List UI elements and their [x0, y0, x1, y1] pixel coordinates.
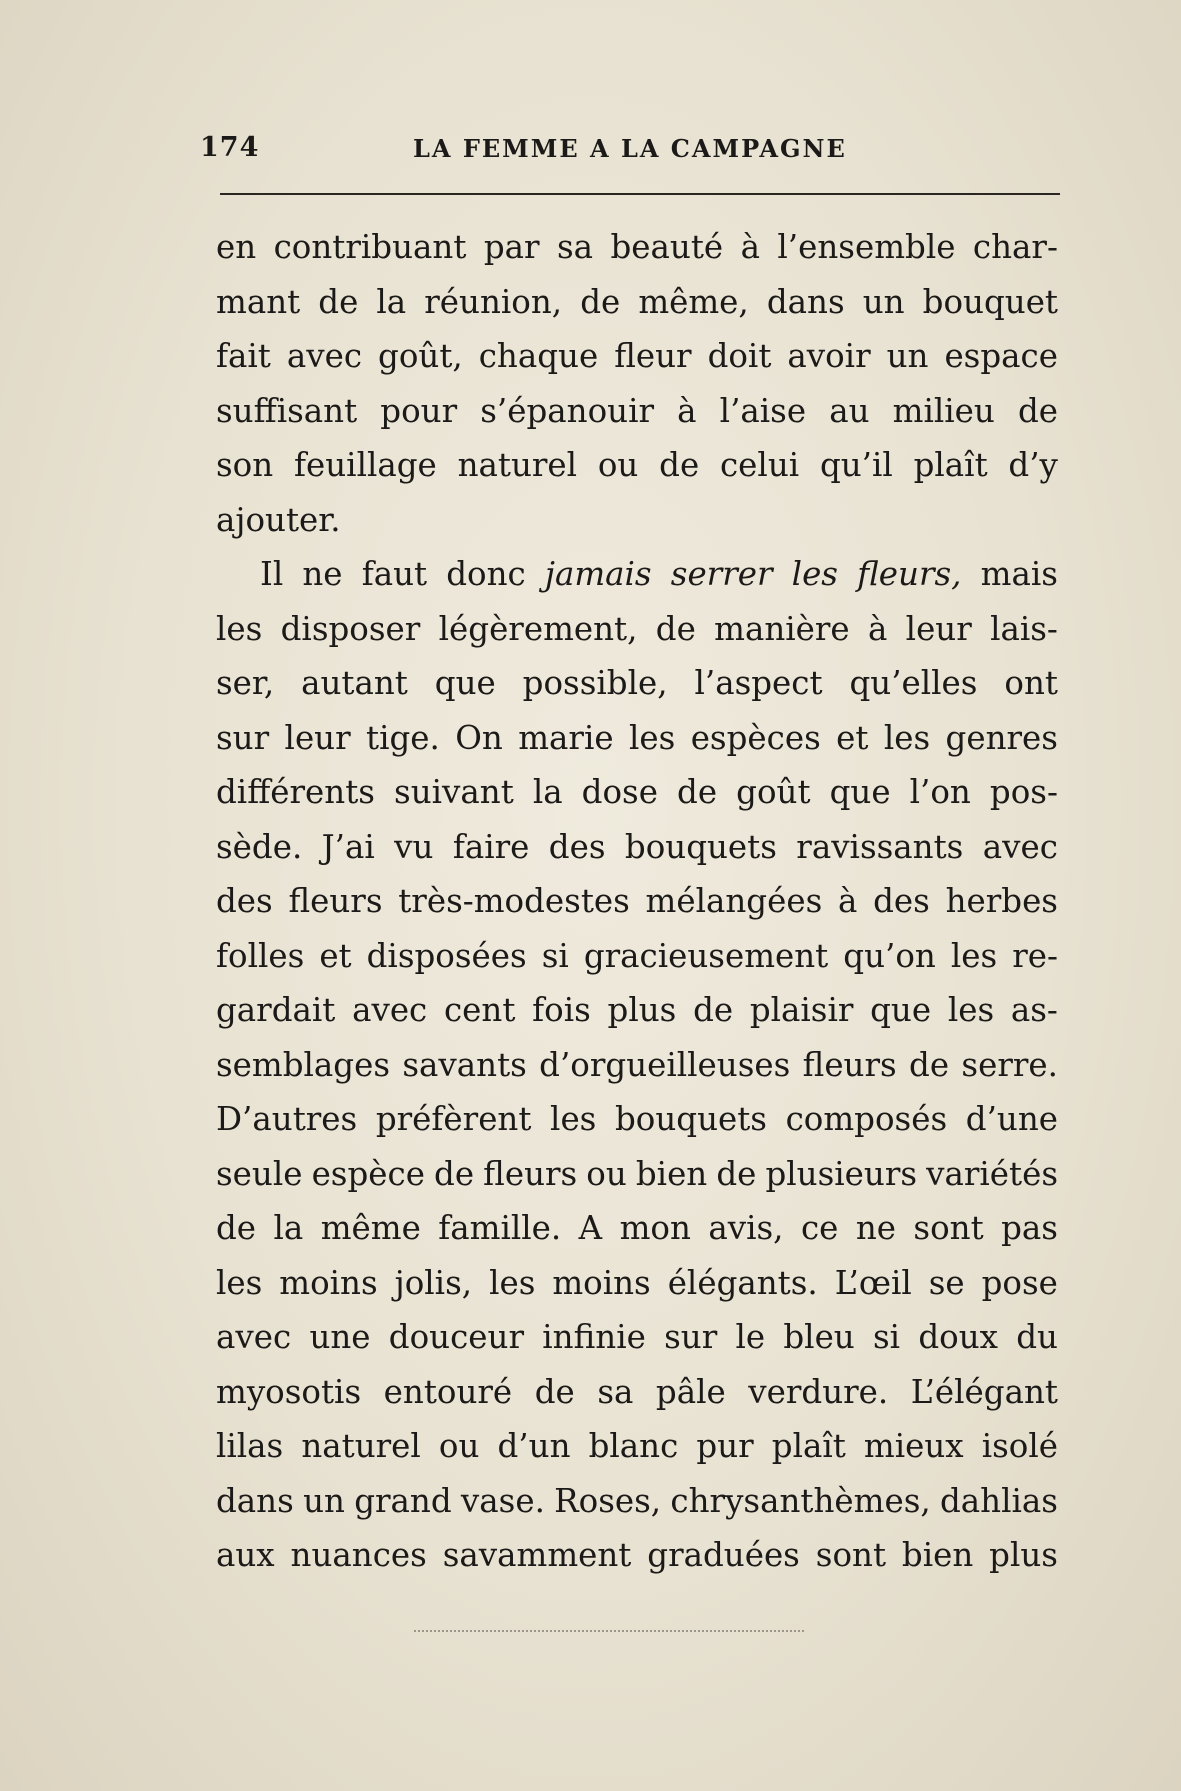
- word: d’orgueilleuses: [539, 1045, 791, 1084]
- word: semblages: [216, 1045, 391, 1084]
- word: la: [376, 282, 407, 321]
- word: aux: [216, 1536, 275, 1574]
- word: chaque: [478, 337, 599, 375]
- word: vase.: [460, 1481, 545, 1520]
- word: un: [886, 337, 929, 375]
- word: un: [862, 282, 905, 321]
- text-line: [216, 656, 1058, 711]
- word: les: [628, 718, 676, 757]
- word: de: [677, 773, 718, 811]
- word: des: [216, 882, 273, 920]
- word: espèces: [690, 718, 821, 757]
- word: de: [318, 282, 359, 321]
- word: variétés: [926, 1154, 1058, 1193]
- word: donc: [446, 555, 526, 593]
- text-line: [216, 1038, 1058, 1093]
- word: sède.: [216, 827, 303, 866]
- word: fleurs: [288, 882, 383, 920]
- word: leur: [284, 718, 351, 757]
- word: et: [836, 718, 869, 757]
- word: beauté: [610, 228, 724, 266]
- word: fleurs: [483, 1154, 578, 1193]
- word: jolis,: [394, 1263, 473, 1302]
- page-header: [200, 128, 1060, 168]
- word: mon: [619, 1209, 691, 1247]
- word: plusieurs: [765, 1154, 918, 1193]
- word: milieu: [892, 391, 995, 430]
- word: fois: [532, 991, 591, 1029]
- word: sa: [557, 228, 594, 266]
- word: les: [950, 936, 998, 975]
- word: pos-: [989, 773, 1058, 811]
- word: préfèrent: [375, 1100, 532, 1138]
- text-line: [216, 874, 1058, 929]
- word: moins: [279, 1263, 378, 1302]
- word: mais: [980, 555, 1058, 593]
- word: bien: [635, 1154, 708, 1193]
- word: plus: [989, 1536, 1058, 1574]
- text-line: [216, 1474, 1058, 1529]
- word: faire: [452, 827, 530, 866]
- text-line: [216, 1365, 1058, 1420]
- word: s’épanouir: [480, 391, 655, 430]
- word: as-: [1010, 991, 1058, 1029]
- word: herbes: [945, 882, 1058, 920]
- word: celui: [719, 446, 800, 484]
- word: élégants.: [667, 1263, 818, 1302]
- word: de: [434, 1154, 475, 1193]
- word: savamment: [442, 1536, 632, 1574]
- word: l’ensemble: [777, 228, 956, 266]
- word: douceur: [388, 1318, 525, 1356]
- word: les: [947, 991, 995, 1029]
- word: vu: [394, 827, 434, 866]
- word: dose: [581, 773, 658, 811]
- word: qu’il: [819, 446, 893, 484]
- word: composés: [785, 1100, 948, 1138]
- word: de: [534, 1372, 575, 1411]
- text-line: [216, 1419, 1058, 1474]
- word: différents: [216, 773, 375, 811]
- word: pâle: [655, 1372, 726, 1411]
- word: possible,: [522, 664, 668, 702]
- text-line: [216, 711, 1058, 766]
- word: très-modestes: [398, 882, 630, 920]
- word: chrysanthèmes,: [670, 1481, 931, 1520]
- italic-word: les: [791, 555, 838, 593]
- word: D’autres: [216, 1100, 358, 1138]
- text-line: [216, 1201, 1058, 1256]
- word: qu’on: [843, 936, 936, 975]
- word: l’aise: [719, 391, 807, 430]
- word: pose: [981, 1263, 1058, 1302]
- word: naturel: [301, 1427, 421, 1465]
- word: tige.: [366, 718, 440, 757]
- word: avec: [982, 827, 1058, 866]
- italic-word: fleurs,: [857, 555, 962, 593]
- text-line: [216, 275, 1058, 330]
- text-line: [216, 220, 1058, 275]
- word: entouré: [383, 1372, 513, 1411]
- text-line: [216, 820, 1058, 875]
- word: son: [216, 446, 274, 484]
- word: doit: [707, 337, 772, 375]
- word: fait: [216, 337, 271, 375]
- text-line: [216, 1092, 1058, 1147]
- word: suffisant: [216, 391, 358, 430]
- word: naturel: [457, 446, 578, 484]
- word: mieux: [863, 1427, 964, 1465]
- word: de: [909, 1045, 950, 1084]
- word: folles: [216, 936, 305, 975]
- word: faut: [361, 555, 428, 593]
- word: réunion,: [424, 282, 563, 321]
- word: même,: [638, 282, 749, 321]
- word: espèce: [311, 1154, 425, 1193]
- word: le: [735, 1318, 766, 1356]
- text-line: [216, 438, 1058, 493]
- word: myosotis: [216, 1372, 362, 1411]
- word: d’un: [497, 1427, 571, 1465]
- body-text: [216, 220, 1058, 1583]
- word: la: [273, 1209, 304, 1247]
- word: disposer: [280, 609, 421, 648]
- word: de: [659, 446, 700, 484]
- word: avoir: [787, 337, 871, 375]
- word: qu’elles: [849, 664, 978, 702]
- word: bien: [901, 1536, 974, 1574]
- word: contribuant: [273, 228, 467, 266]
- word: J’ai: [321, 827, 375, 866]
- word: avec: [352, 991, 428, 1029]
- word: bouquets: [624, 827, 777, 866]
- word: la: [532, 773, 563, 811]
- word: ont: [1004, 664, 1058, 702]
- word: pas: [1001, 1209, 1058, 1247]
- text-line: [216, 547, 1058, 602]
- text-line: [216, 765, 1058, 820]
- word: moins: [552, 1263, 651, 1302]
- word: se: [928, 1263, 965, 1302]
- word: les: [216, 609, 263, 648]
- word: légèrement,: [438, 609, 638, 648]
- word: On: [455, 718, 503, 757]
- word: infinie: [542, 1318, 646, 1356]
- word: goût,: [378, 337, 463, 375]
- word: l’on: [909, 773, 971, 811]
- word: genres: [945, 718, 1058, 757]
- running-title: LA FEMME A LA CAMPAGNE: [413, 134, 847, 163]
- word: de: [716, 1154, 757, 1193]
- word: l’aspect: [694, 664, 823, 702]
- text-line: [216, 493, 1058, 548]
- word: feuillage: [293, 446, 437, 484]
- word: de: [655, 609, 696, 648]
- word: sa: [597, 1372, 634, 1411]
- word: gardait: [216, 991, 336, 1029]
- text-line: [216, 329, 1058, 384]
- word: seule: [216, 1154, 303, 1193]
- text-line: [216, 602, 1058, 657]
- word: nuances: [290, 1536, 427, 1574]
- word: ce: [800, 1209, 839, 1247]
- word: marie: [518, 718, 614, 757]
- word: sont: [913, 1209, 984, 1247]
- word: gracieusement: [583, 936, 829, 975]
- word: plaît: [913, 446, 988, 484]
- text-line: [216, 1310, 1058, 1365]
- word: au: [829, 391, 870, 430]
- word: dans: [766, 282, 845, 321]
- word: si: [541, 936, 569, 975]
- word: autant: [301, 664, 408, 702]
- word: que: [870, 991, 932, 1029]
- word: avec: [216, 1318, 292, 1356]
- word: doux: [918, 1318, 998, 1356]
- word: à: [740, 228, 760, 266]
- word: un: [303, 1481, 345, 1520]
- word: les: [216, 1263, 263, 1302]
- word: par: [483, 228, 540, 266]
- word: pour: [380, 391, 458, 430]
- word: re-: [1012, 936, 1058, 975]
- word: bleu: [783, 1318, 855, 1356]
- word: à: [677, 391, 697, 430]
- word: et: [319, 936, 352, 975]
- word: dans: [216, 1481, 294, 1520]
- word: espace: [944, 337, 1058, 375]
- word: grand: [354, 1481, 452, 1520]
- word: pur: [696, 1427, 754, 1465]
- word: que: [434, 664, 496, 702]
- word: de: [693, 991, 734, 1029]
- word: graduées: [647, 1536, 800, 1574]
- text-line: [216, 1147, 1058, 1202]
- word: L’œil: [834, 1263, 912, 1302]
- word: isolé: [981, 1427, 1058, 1465]
- word: ou: [597, 446, 639, 484]
- word: ravissants: [796, 827, 964, 866]
- word: à: [867, 609, 888, 648]
- word: ne: [302, 555, 343, 593]
- word: ser,: [216, 664, 275, 702]
- word: lais-: [990, 609, 1058, 648]
- word: mélangées: [645, 882, 823, 920]
- word: sur: [664, 1318, 718, 1356]
- word: L’élégant: [910, 1372, 1058, 1411]
- word: avis,: [708, 1209, 784, 1247]
- word: verdure.: [748, 1372, 889, 1411]
- word: manière: [714, 609, 850, 648]
- word: des: [548, 827, 606, 866]
- text-line: [216, 983, 1058, 1038]
- word: de: [1017, 391, 1058, 430]
- word: fleurs: [802, 1045, 897, 1084]
- text-line: [216, 384, 1058, 439]
- word: fleur: [614, 337, 692, 375]
- word: ajouter.: [216, 500, 341, 539]
- word: sont: [815, 1536, 887, 1574]
- word: serre.: [961, 1045, 1058, 1084]
- italic-word: jamais: [544, 555, 652, 593]
- text-line: [216, 1256, 1058, 1311]
- word: char-: [972, 228, 1058, 266]
- word: goût: [736, 773, 811, 811]
- word: ou: [438, 1427, 480, 1465]
- word: même: [320, 1209, 421, 1247]
- word: les: [883, 718, 931, 757]
- word: dahlias: [939, 1481, 1058, 1520]
- text-line: [216, 1528, 1058, 1583]
- word: famille.: [438, 1209, 562, 1247]
- word: bouquets: [614, 1100, 767, 1138]
- word: les: [489, 1263, 536, 1302]
- word: une: [309, 1318, 371, 1356]
- word: savants: [402, 1045, 527, 1084]
- word: plaisir: [749, 991, 854, 1029]
- page-number: 174: [200, 132, 260, 163]
- footer-ornament: [414, 1630, 804, 1646]
- word: d’y: [1008, 446, 1058, 484]
- word: de: [580, 282, 621, 321]
- word: bouquet: [922, 282, 1058, 321]
- word: lilas: [216, 1427, 284, 1465]
- word: leur: [905, 609, 972, 648]
- italic-word: serrer: [670, 555, 773, 593]
- word: ne: [855, 1209, 896, 1247]
- word: suivant: [394, 773, 514, 811]
- word: blanc: [588, 1427, 679, 1465]
- word: Roses,: [554, 1481, 662, 1520]
- word: cent: [443, 991, 516, 1029]
- word: les: [550, 1100, 597, 1138]
- word: d’une: [965, 1100, 1058, 1138]
- word: ou: [586, 1154, 627, 1193]
- word: à: [837, 882, 858, 920]
- word: en: [216, 228, 257, 266]
- header-rule: [220, 193, 1060, 195]
- word: mant: [216, 282, 301, 321]
- word: des: [873, 882, 930, 920]
- word: disposées: [366, 936, 527, 975]
- word: A: [578, 1209, 603, 1247]
- text-line: [216, 929, 1058, 984]
- word: Il: [260, 555, 284, 593]
- word: sur: [216, 718, 270, 757]
- word: plus: [607, 991, 677, 1029]
- word: du: [1016, 1318, 1058, 1356]
- word: plaît: [771, 1427, 846, 1465]
- word: si: [873, 1318, 901, 1356]
- word: que: [829, 773, 891, 811]
- word: avec: [286, 337, 363, 375]
- word: de: [216, 1209, 257, 1247]
